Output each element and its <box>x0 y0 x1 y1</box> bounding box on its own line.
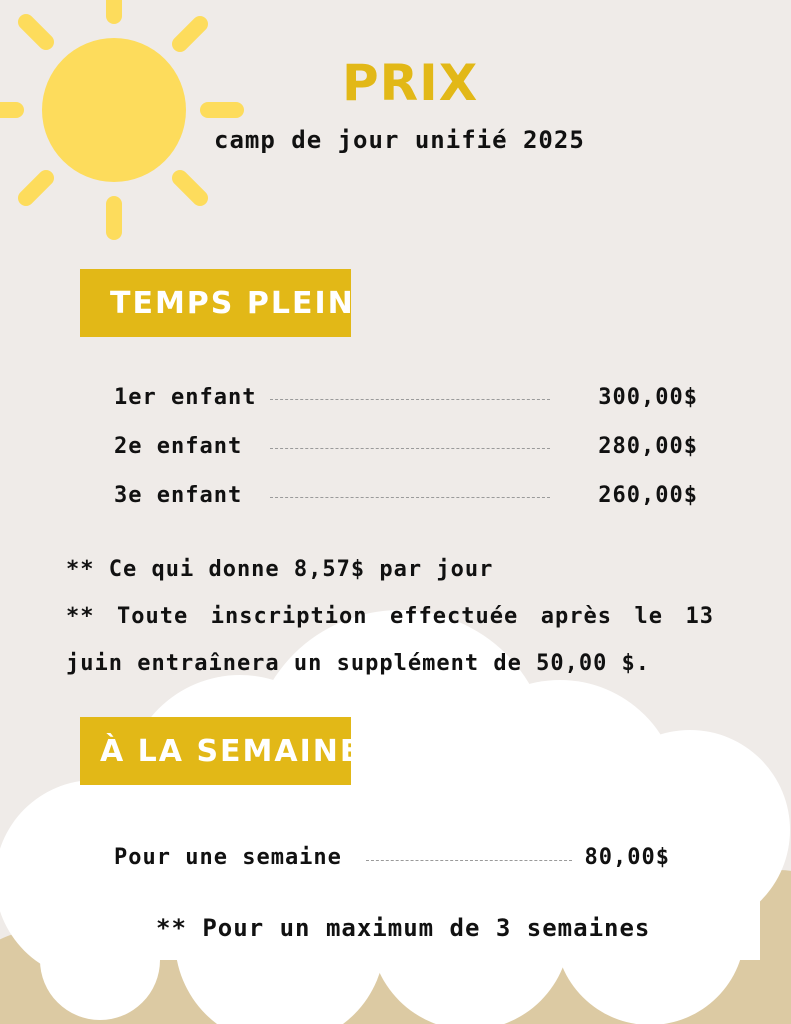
page-subtitle: camp de jour unifié 2025 <box>214 126 585 154</box>
price-row <box>114 380 698 414</box>
price-row-label: 2e enfant <box>114 433 243 459</box>
weekly-price-label: Pour une semaine <box>114 844 342 870</box>
daily-rate-note: ** Ce qui donne 8,57$ par jour <box>66 557 494 582</box>
price-row-label: 3e enfant <box>114 482 243 508</box>
page-title: PRIX <box>342 54 479 112</box>
dotted-leader <box>270 497 550 498</box>
price-row-amount: 280,00$ <box>598 433 698 459</box>
full-time-heading: TEMPS PLEIN <box>80 269 351 337</box>
dotted-leader <box>270 399 550 400</box>
price-row <box>114 429 698 463</box>
weekly-heading: À LA SEMAINE <box>80 717 351 785</box>
weekly-max-note: ** Pour un maximum de 3 semaines <box>156 914 651 942</box>
weekly-price-amount: 80,00$ <box>584 844 670 870</box>
price-row <box>114 478 698 512</box>
late-fee-note: ** Toute inscription effectuée après le 13 juin entraînera un supplément de 50,00 $. <box>66 604 714 676</box>
price-row-amount: 260,00$ <box>598 482 698 508</box>
price-row-amount: 300,00$ <box>598 384 698 410</box>
price-row-label: 1er enfant <box>114 384 257 410</box>
weekly-price-row <box>114 840 670 874</box>
dotted-leader <box>366 860 572 861</box>
dotted-leader <box>270 448 550 449</box>
